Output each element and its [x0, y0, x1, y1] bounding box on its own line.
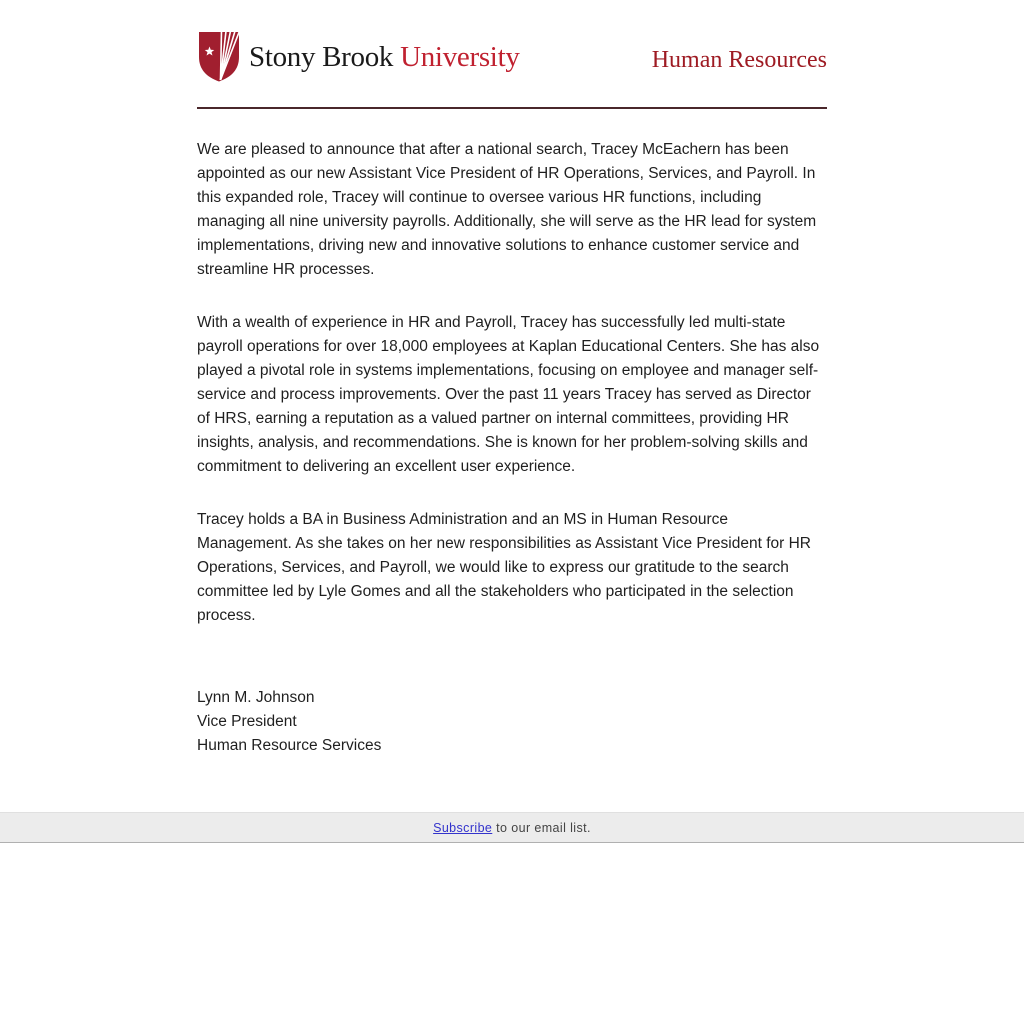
subscribe-link[interactable]: Subscribe: [433, 820, 493, 835]
email-body: [197, 0, 827, 758]
stony-brook-logo: [197, 31, 520, 83]
signature-block: [197, 686, 827, 758]
header-divider: [197, 107, 827, 109]
department-title: Human Resources: [651, 46, 827, 73]
paragraph-experience: With a wealth of experience in HR and Payroll, Tracey has successfully led multi-state payroll operations for over 18,000 employees at Kaplan Educational Centers. She has also played a pivotal role in systems implementations, focusing on employee and manager self-service and process improvements. Over the past 11 years Tracey has served as Director of HRS, earning a reputation as a valued partner on internal committees, providing HR insights, analysis, and recommendations. She is known for her problem-solving skills and commitment to delivering an excellent user experience.: [197, 314, 820, 475]
signature-title: Vice President: [197, 713, 297, 730]
paragraph-education: Tracey holds a BA in Business Administration and an MS in Human Resource Management. As she takes on her new responsibilities as Assistant Vice President for HR Operations, Services, and Payroll, we would like to express our gratitude to the search committee led by Lyle Gomes and all the stakeholders who participated in the selection process.: [197, 511, 811, 624]
university-wordmark: [249, 41, 520, 74]
footer-text: [433, 821, 591, 835]
signature-department: Human Resource Services: [197, 737, 382, 754]
email-header: [197, 0, 827, 83]
paragraph-appointment: We are pleased to announce that after a national search, Tracey McEachern has been appointed as our new Assistant Vice President of HR Operations, Services, and Payroll. In this expanded role, Tracey will continue to oversee various HR functions, including managing all nine university payrolls. Additionally, she will serve as the HR lead for system implementations, driving new and innovative solutions to enhance customer service and streamline HR processes.: [197, 141, 817, 278]
announcement-text: [197, 138, 827, 628]
signature-name: Lynn M. Johnson: [197, 689, 315, 706]
footer-text-after-link: to our email list.: [492, 820, 591, 835]
wordmark-stony-brook: Stony Brook: [249, 40, 394, 73]
stony-brook-shield-icon: [197, 31, 241, 83]
subscribe-footer: [0, 812, 1024, 843]
wordmark-university: University: [400, 40, 520, 73]
